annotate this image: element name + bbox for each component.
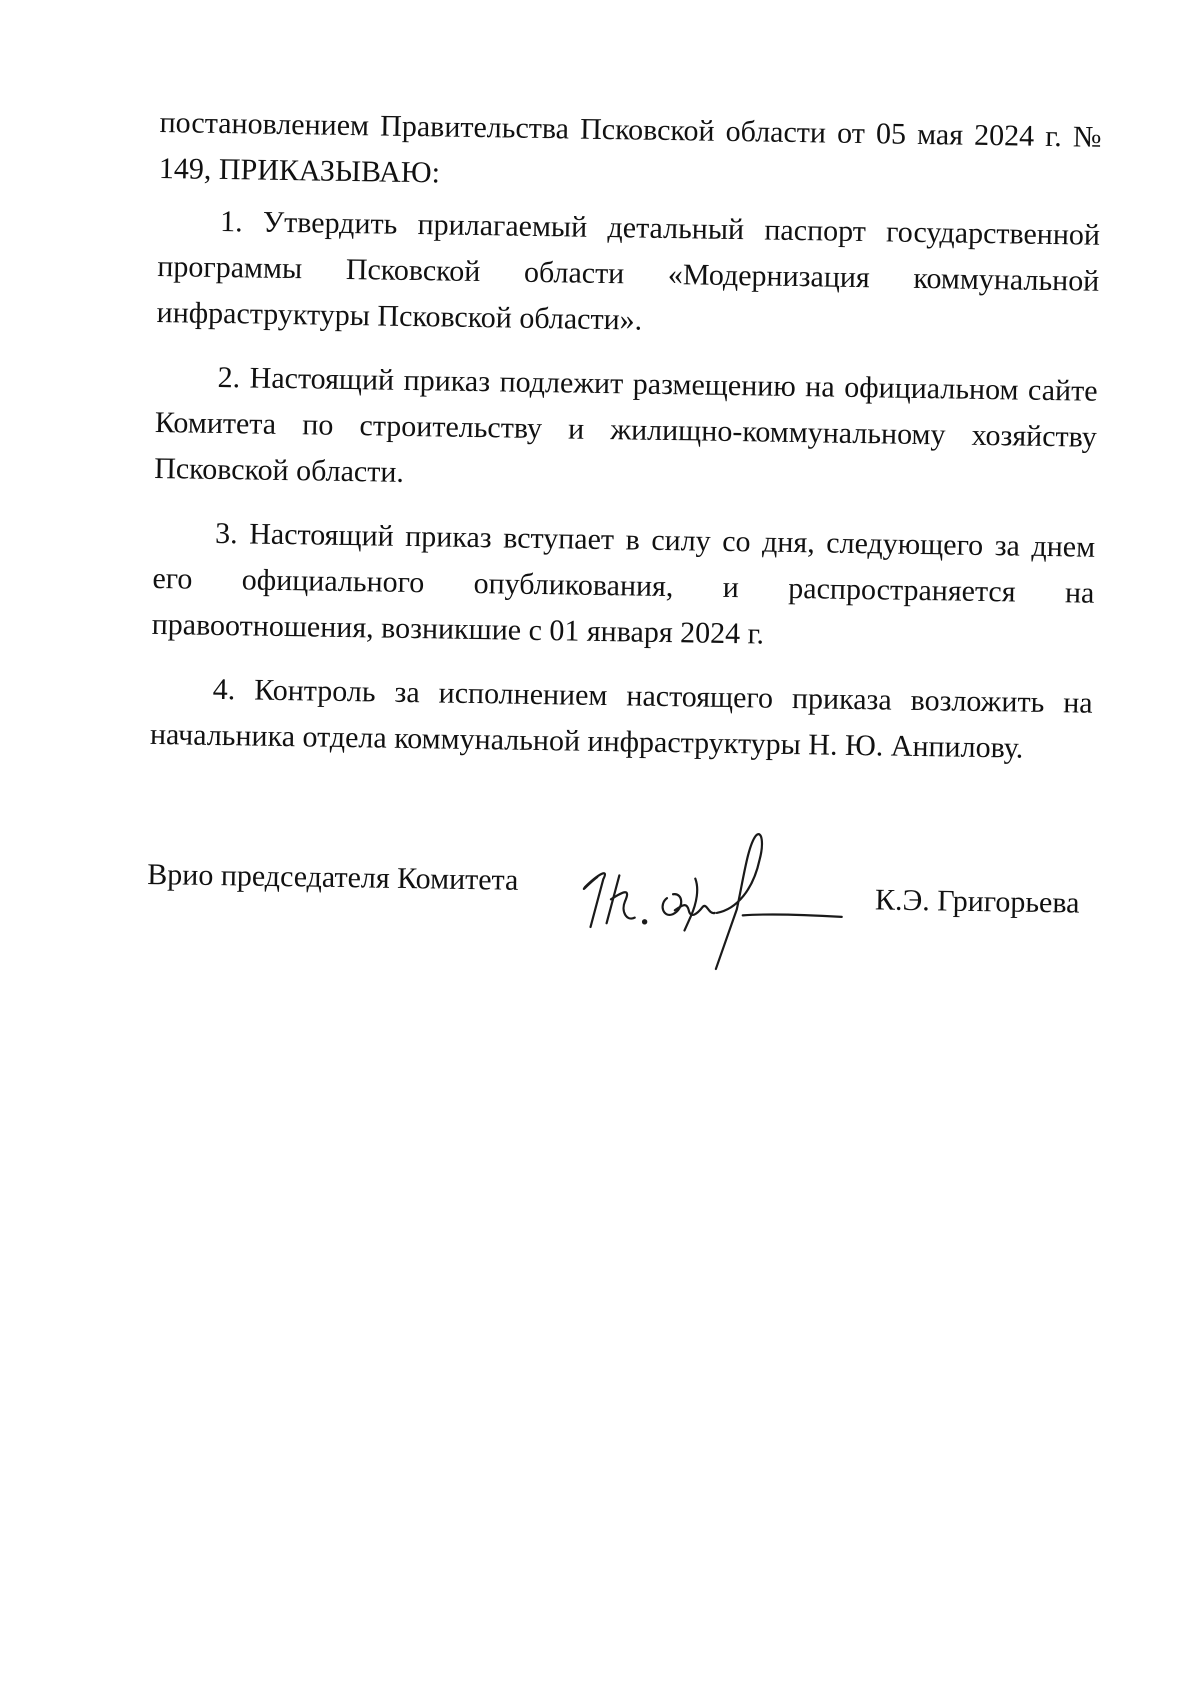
document-body [149, 100, 1102, 791]
intro-paragraph: постановлением Правительства Псковской области от 05 мая 2024 г. № 149, ПРИКАЗЫВАЮ: [158, 105, 1102, 190]
signature-block [146, 830, 1098, 985]
order-item-4: 4. Контроль за исполнением настоящего приказа возложить на начальника отдела коммунальной инфраструктуры Н. Ю. Анпилову. [149, 672, 1093, 765]
signatory-name: К.Э. Григорьева [874, 883, 1080, 920]
order-item-3: 3. Настоящий приказ вступает в силу со дня, следующего за днем его официального опубликования, и распространяется на правоотношения, возникшие с 01 января 2024 г. [151, 516, 1096, 651]
signatory-position: Врио председателя Комитета [147, 857, 519, 897]
handwritten-signature [566, 817, 868, 982]
order-item-1: 1. Утвердить прилагаемый детальный паспорт государственной программы Псковской области «Модернизация коммунальной инфраструктуры Псковской области». [156, 204, 1101, 337]
order-item-2: 2. Настоящий приказ подлежит размещению на официальном сайте Комитета по строительству и жилищно-коммунальному хозяйству Псковской области. [153, 360, 1098, 489]
